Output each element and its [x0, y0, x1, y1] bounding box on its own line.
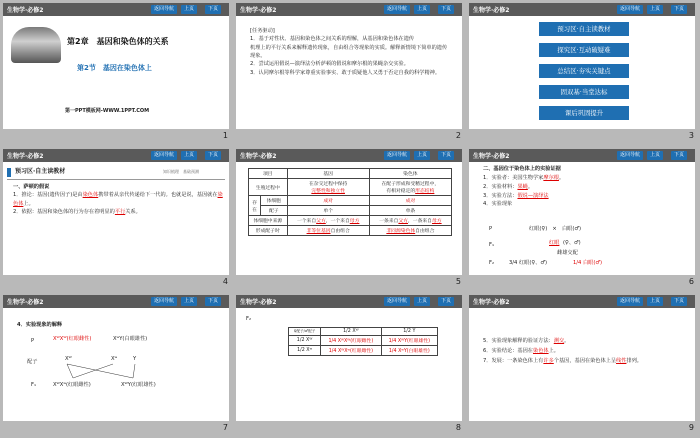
prev-page-button[interactable]: 上页	[181, 297, 197, 306]
section-marker	[7, 168, 11, 177]
answer: 父方	[316, 219, 326, 224]
section-title: 第2节 基因在染色体上	[77, 64, 152, 72]
slide-3[interactable]	[469, 3, 695, 129]
label-p: P	[489, 226, 493, 232]
menu-practice[interactable]: 固双基·当堂达标	[539, 85, 629, 99]
text: 。	[558, 174, 565, 181]
content-heading: 一、萨顿的假说	[13, 184, 50, 190]
table-cell: 1/2 Xᵂ	[289, 336, 321, 346]
answer: 染色体	[13, 192, 223, 207]
nav-home-button[interactable]: 返回导航	[151, 297, 177, 306]
text: ，一条来自	[407, 219, 432, 224]
genotype-female: XᵂXᵂ(红眼雌性)	[53, 336, 92, 342]
next-page-button[interactable]: 下页	[438, 151, 454, 160]
next-page-button[interactable]: 下页	[205, 297, 221, 306]
prev-page-button[interactable]: 上页	[414, 297, 430, 306]
menu-preview[interactable]: 预习区·自主读教材	[539, 22, 629, 36]
nav-home-button[interactable]: 返回导航	[384, 297, 410, 306]
nav-home-button[interactable]: 返回导航	[384, 5, 410, 14]
answer: 非等位基因	[306, 229, 331, 234]
content-line: 4．实验现象	[483, 201, 513, 208]
f2-white: 1/4 白眼(♂)	[573, 260, 603, 266]
nav-home-button[interactable]: 返回导航	[151, 151, 177, 160]
slide-thumb-8[interactable]	[233, 292, 466, 438]
answer: 形态结构	[415, 189, 435, 194]
table-cell: 成对	[287, 196, 369, 206]
content-line	[483, 174, 683, 183]
f2-red: 3/4 红眼(♀、♂)	[509, 260, 548, 266]
chapter-title: 第2章 基因和染色体的关系	[67, 37, 169, 46]
slide-thumb-6[interactable]	[466, 146, 699, 292]
slide-4[interactable]	[3, 149, 229, 275]
slide-8[interactable]	[236, 295, 462, 421]
text: ，一个来自	[325, 219, 350, 224]
answer: 许多	[543, 357, 554, 364]
slide-number: 2	[455, 131, 461, 140]
next-page-button[interactable]: 下页	[438, 297, 454, 306]
content	[483, 165, 683, 209]
table-cell: 成对	[369, 196, 451, 206]
label-f1: F₁	[489, 242, 495, 248]
slide-header	[3, 3, 229, 16]
table-cell: 体细胞	[261, 196, 288, 206]
content	[483, 337, 688, 367]
text: 有相对稳定的	[386, 189, 416, 194]
table-header: 1/2 Y	[381, 328, 437, 336]
slide-5[interactable]	[236, 149, 462, 275]
text: 上。	[548, 347, 559, 354]
slide-header	[3, 149, 229, 162]
next-page-button[interactable]: 下页	[671, 297, 687, 306]
prev-page-button[interactable]: 上页	[414, 151, 430, 160]
answer: 果蝇	[517, 183, 528, 190]
next-page-button[interactable]: 下页	[205, 151, 221, 160]
slide-thumb-3[interactable]	[466, 0, 699, 146]
gamete-3: Y	[133, 356, 137, 362]
text: 上。	[23, 200, 34, 207]
section-title: 预习区·自主读教材	[15, 168, 66, 175]
text: 。	[564, 338, 570, 344]
slide-number: 4	[222, 277, 228, 286]
label-p: P	[31, 338, 35, 344]
table-cell: 生殖过程中	[249, 179, 288, 196]
slide-number: 7	[222, 423, 228, 432]
slide-header	[469, 149, 695, 162]
table-cell: 形成配子时	[249, 226, 288, 236]
comparison-table	[248, 168, 452, 236]
answer: 测交	[553, 338, 565, 344]
f1-female: XᵂXʷ(红眼雌性)	[53, 382, 91, 388]
slide-thumb-9[interactable]	[466, 292, 699, 438]
task-line: 1．基于对性状、基因和染色体之间关系的理解，从基因和染色体在遗传	[250, 36, 415, 43]
label-gamete: 配子	[27, 359, 38, 365]
self-cross: 雌雄交配	[557, 250, 578, 256]
text: 关系。	[125, 208, 141, 215]
table-header: 项目	[249, 169, 288, 179]
table-cell	[287, 216, 369, 226]
next-page-button[interactable]: 下页	[671, 5, 687, 14]
header-title: 生物学·必修2	[7, 7, 44, 14]
table-cell: 单条	[369, 206, 451, 216]
next-page-button[interactable]: 下页	[438, 5, 454, 14]
table-cell: 配子	[261, 206, 288, 216]
slide-header	[236, 149, 462, 162]
answer: 线性	[616, 357, 627, 364]
content	[13, 183, 223, 216]
table-cell: 1/4 XʷY(白眼雄性)	[381, 346, 437, 356]
table-cell	[369, 179, 451, 196]
header-title: 生物学·必修2	[473, 299, 510, 306]
prev-page-button[interactable]: 上页	[647, 5, 663, 14]
table-header: ♀配子/♂配子	[289, 328, 321, 336]
menu-summary[interactable]: 总结区·夯实关键点	[539, 64, 629, 78]
text: 2．依据：基因和染色体的行为存在着明显的	[13, 208, 115, 215]
header-title: 生物学·必修2	[7, 299, 44, 306]
answer: 假说—演绎法	[517, 192, 549, 199]
header-title: 生物学·必修2	[240, 299, 277, 306]
text: 3．实验方法：	[483, 192, 518, 199]
answer: 平行	[114, 208, 126, 215]
answer: 母方	[431, 219, 442, 224]
slide-1[interactable]	[3, 3, 229, 129]
nav-home-button[interactable]: 返回导航	[617, 5, 643, 14]
slide-header	[236, 3, 462, 16]
text: 在杂交过程中保持	[308, 182, 348, 187]
label-f2: F₂	[489, 260, 495, 266]
table-cell: 1/4 XᵂXʷ(红眼雌性)	[321, 346, 381, 356]
slide-thumb-1[interactable]	[0, 0, 233, 146]
prev-page-button[interactable]: 上页	[181, 151, 197, 160]
slide-number: 8	[455, 423, 461, 432]
text: 。	[527, 183, 534, 190]
text: 1．推论：基因(遗传因子)是由	[13, 192, 83, 199]
header-title: 生物学·必修2	[473, 7, 510, 14]
next-page-button[interactable]: 下页	[205, 5, 221, 14]
prev-page-button[interactable]: 上页	[181, 5, 197, 14]
slide-6[interactable]	[469, 149, 695, 275]
table-cell: 1/4 XᵂXᵂ(红眼雌性)	[321, 336, 381, 346]
slide-number: 9	[688, 423, 694, 432]
table-cell	[369, 216, 451, 226]
prev-page-button[interactable]: 上页	[414, 5, 430, 14]
slide-number: 1	[222, 131, 228, 140]
answer: 摩尔根	[543, 174, 559, 181]
nav-home-button[interactable]: 返回导航	[617, 297, 643, 306]
content-heading: 二、基因位于染色体上的实验证据	[483, 166, 561, 172]
content-line	[483, 192, 683, 201]
content-heading: 4．实验现象的解释	[17, 322, 63, 328]
header-title: 生物学·必修2	[240, 153, 277, 160]
header-title: 生物学·必修2	[240, 7, 277, 14]
gamete-1: Xᵂ	[65, 356, 72, 362]
table-cell	[287, 179, 369, 196]
nav-home-button[interactable]: 返回导航	[617, 151, 643, 160]
next-page-button[interactable]: 下页	[671, 151, 687, 160]
table-header: 基因	[287, 169, 369, 179]
section-subtitle: 知识梳理 基础预测	[163, 169, 199, 174]
content-line-2	[13, 208, 223, 216]
content-line	[483, 337, 688, 347]
template-footer: 第一PPT模板网-WWW.1PPT.COM	[65, 108, 150, 114]
content-line-1	[13, 191, 223, 208]
slide-number: 6	[688, 277, 694, 286]
f1-sex: (♀、♂)	[563, 240, 581, 246]
label-f2: F₂	[246, 316, 252, 322]
slide-number: 5	[455, 277, 461, 286]
slide-7[interactable]	[3, 295, 229, 421]
menu-review[interactable]: 课后巩固提升	[539, 106, 629, 120]
content-line	[483, 357, 688, 367]
text: 5．实验现象解释的验证方法：	[483, 338, 554, 344]
nav-home-button[interactable]: 返回导航	[384, 151, 410, 160]
task-list	[250, 27, 450, 77]
nav-home-button[interactable]: 返回导航	[151, 5, 177, 14]
punnett-table	[288, 327, 438, 356]
answer: 染色体	[82, 192, 99, 199]
header-title: 生物学·必修2	[7, 153, 44, 160]
text: 在配子形成和受精过程中，	[381, 182, 440, 187]
text: 自由组合	[330, 229, 350, 234]
prev-page-button[interactable]: 上页	[647, 151, 663, 160]
table-header: 染色体	[369, 169, 451, 179]
text: 一条来自	[379, 219, 399, 224]
f1-result: 红眼	[549, 240, 560, 246]
table-header: 1/2 Xᵂ	[321, 328, 381, 336]
slide-thumb-4[interactable]	[0, 146, 233, 292]
slide-9[interactable]	[469, 295, 695, 421]
content-line	[483, 183, 683, 192]
slide-thumb-7[interactable]	[0, 292, 233, 438]
text: 个基因，基因在染色体上呈	[553, 357, 617, 364]
slide-header	[3, 295, 229, 308]
slide-header	[469, 3, 695, 16]
text: 6．实验结论：基因在	[483, 347, 533, 354]
slide-thumb-2[interactable]	[233, 0, 466, 146]
prev-page-button[interactable]: 上页	[647, 297, 663, 306]
text: 自由组合	[415, 229, 435, 234]
slide-thumb-5[interactable]	[233, 146, 466, 292]
slide-header	[469, 295, 695, 308]
table-cell: 存在	[249, 196, 261, 216]
task-heading: [任务驱动]	[250, 28, 275, 34]
f1-male: XᵂY(红眼雄性)	[121, 382, 156, 388]
task-line: 机理上的平行关系来解释遗传现象，自由组合等现象的实质。解释新情境下简单的遗传现象。	[250, 44, 448, 59]
answer: 父方	[398, 219, 408, 224]
cross-lines	[63, 363, 143, 379]
genotype-male: XʷY(白眼雄性)	[113, 336, 148, 342]
slide-2[interactable]	[236, 3, 462, 129]
table-cell: 单个	[287, 206, 369, 216]
content-line	[483, 347, 688, 357]
table-cell	[287, 226, 369, 236]
text: 携带着从亲代传递给下一代的。也就是说，基因就在	[98, 192, 218, 199]
menu-explore[interactable]: 探究区·互动破疑难	[539, 43, 629, 57]
table-cell: 1/2 Xʷ	[289, 346, 321, 356]
text: 7．发展：一条染色体上有	[483, 357, 544, 364]
chapter-photo	[11, 27, 61, 63]
answer: 完整性和独立性	[311, 189, 345, 194]
cross-text: 红眼(♀) × 白眼(♂)	[529, 226, 582, 232]
slide-header	[236, 295, 462, 308]
text: 2．实验材料：	[483, 183, 518, 190]
task-line: 2．尝试运用假说—演绎法分析萨顿的假说和摩尔根的果蝇杂交实验。	[250, 61, 409, 68]
table-cell	[369, 226, 451, 236]
label-f1: F₁	[31, 382, 37, 388]
text: 排列。	[626, 357, 642, 364]
task-line: 3．认同摩尔根等科学家尊重实验事实、敢于质疑他人又勇于否定自我的科学精神。	[250, 69, 441, 76]
answer: 非同源染色体	[386, 229, 416, 234]
gamete-2: Xʷ	[111, 356, 118, 362]
table-cell: 1/4 XᵂY(红眼雄性)	[381, 336, 437, 346]
table-cell: 体细胞中来源	[249, 216, 288, 226]
header-title: 生物学·必修2	[473, 153, 510, 160]
text: 一个来自	[296, 219, 317, 224]
divider	[7, 179, 225, 180]
answer: 母方	[349, 219, 360, 224]
text: 1．实验者：美国生物学家	[483, 174, 544, 181]
slide-number: 3	[688, 131, 694, 140]
answer: 染色体	[533, 347, 549, 354]
